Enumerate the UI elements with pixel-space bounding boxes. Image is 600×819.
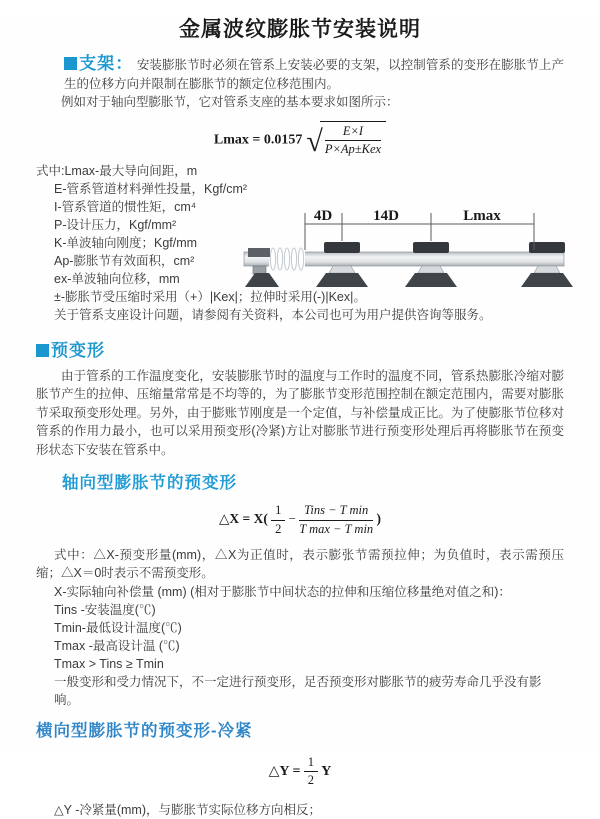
dimension-label-14d: 14D: [373, 208, 399, 224]
axial-predeform-formula: [36, 503, 564, 537]
lateral-frac-num: 1: [304, 755, 318, 773]
support-intro-paragraph: [64, 55, 564, 93]
lateral-subsection-heading: 横向型膨胀节的预变形-冷紧: [36, 721, 253, 740]
axial-explain-paragraph: 式中：△X-预变形量(mm)，△X为正值时，表示膨张节需预拉伸；为负值时，表示需预压缩；△X＝0时表示不需预变形。: [36, 547, 564, 580]
axial-frac2-num: Tins − T min: [299, 503, 373, 521]
axial-formula-rhs: ): [376, 511, 381, 527]
lateral-frac-den: 2: [307, 773, 314, 788]
support-intro-text: 安装膨胀节时必须在管系上安装必要的支架，以控制管系的变形在膨胀节上产生的位移方向并限制在膨胀节的额定位移范围内。: [64, 58, 564, 91]
definition-line: P-设计压力，Kgf/mm²: [54, 217, 177, 232]
axial-frac1-num: 1: [271, 503, 285, 521]
consult-note: 关于管系支座设计问题，请参阅有关资料，本公司也可为用户提供咨询等服务。: [54, 307, 492, 322]
definition-line: I-管系管道的惯性矩，cm⁴: [54, 199, 197, 214]
predeform-body-paragraph: 由于管系的工作温度变化，安装膨胀节时的温度与工作时的温度不同，管系热膨胀冷缩对膨胀节产生的拉伸、压缩量常常是不均等的，为了膨胀节变形范围控制在额定范围内，需要对膨胀节采取预变形处理。另外，由于膨账节刚度是一个定值，与补偿量成正比。为了使膨胀节位移对管系的作用力最小，也可以采用预变形(冷紧)方让对膨胀节进行预变形处理后再将膨胀节在预变形状态下安装在管系中。: [36, 368, 564, 457]
dimension-label-lmax: Lmax: [463, 208, 501, 224]
plus-minus-note: ±-膨胀节受压缩时采用（+）|Kex|；拉伸时采用(-)|Kex|。: [54, 289, 366, 304]
temp-definition-line: Tmax > Tins ≥ Tmin: [54, 656, 164, 671]
temp-definition-line: Tmax -最高设计温 (℃): [54, 638, 180, 653]
definition-line: 式中:Lmax-最大导向间距，m: [36, 163, 198, 178]
predeform-heading-text: 预变形: [51, 340, 105, 360]
dimension-label-4d: 4D: [313, 208, 333, 224]
definition-line: Ap-膨胀节有效面积，cm²: [54, 253, 195, 268]
lmax-formula-denominator: P×Ap±Kex: [324, 142, 382, 157]
support-example-line: 例如对于轴向型膨胀节，它对管系支座的基本要求如图所示：: [61, 95, 399, 109]
pipe-support-diagram-svg: [242, 203, 600, 305]
pipe-support-diagram: [242, 203, 600, 305]
bellows-expansion-joint: [269, 247, 305, 271]
sqrt-radical: [306, 121, 386, 158]
page-title: 金属波纹膨胀节安装说明: [179, 18, 421, 41]
axial-note-line: 一般变形和受力情况下，不一定进行预变形，足否预变形对膨胀节的疲劳寿命几乎没有影响。: [54, 674, 542, 707]
temp-definition-line: Tmin-最低设计温度(℃): [54, 620, 182, 635]
lmax-formula: [36, 121, 564, 158]
temperature-definitions: [36, 601, 564, 673]
definition-line: E-管系管道材料弹性投量，Kgf/cm²: [54, 181, 248, 196]
document-page: [0, 13, 600, 817]
y-definition-line: △Y -冷紧量(mm)，与膨胀节实际位移方向相反；: [54, 802, 322, 817]
lmax-formula-lhs: Lmax = 0.0157: [213, 131, 303, 147]
lmax-formula-numerator: E×I: [325, 124, 381, 142]
section-square-icon: [36, 344, 49, 357]
axial-formula-minus: −: [288, 511, 296, 527]
predeform-section-heading: [36, 336, 564, 361]
lateral-predeform-formula: [36, 755, 564, 789]
definition-line: ex-单波轴向位移，mm: [54, 271, 180, 286]
radical-sign-icon: √: [306, 124, 323, 158]
definition-line: K-单波轴向刚度；Kgf/mm: [54, 235, 198, 250]
axial-frac2-den: T max − T min: [299, 521, 374, 536]
support-section-heading: 支架：: [79, 54, 134, 73]
lateral-formula-rhs: Y: [321, 763, 332, 779]
content-area: [0, 55, 600, 819]
temp-definition-line: Tins -安装温度(℃): [54, 602, 156, 617]
axial-formula-lhs: △X = X(: [219, 511, 268, 527]
section-square-icon: [64, 57, 77, 70]
lateral-formula-lhs: △Y =: [268, 763, 301, 779]
axial-subsection-heading: 轴向型膨胀节的预变形: [62, 474, 237, 493]
axial-frac1-den: 2: [275, 521, 282, 536]
x-definition-line: X-实际轴向补偿量 (mm) (相对于膨胀节中间状态的拉伸和压缩位移量绝对值之和)：: [54, 584, 511, 599]
